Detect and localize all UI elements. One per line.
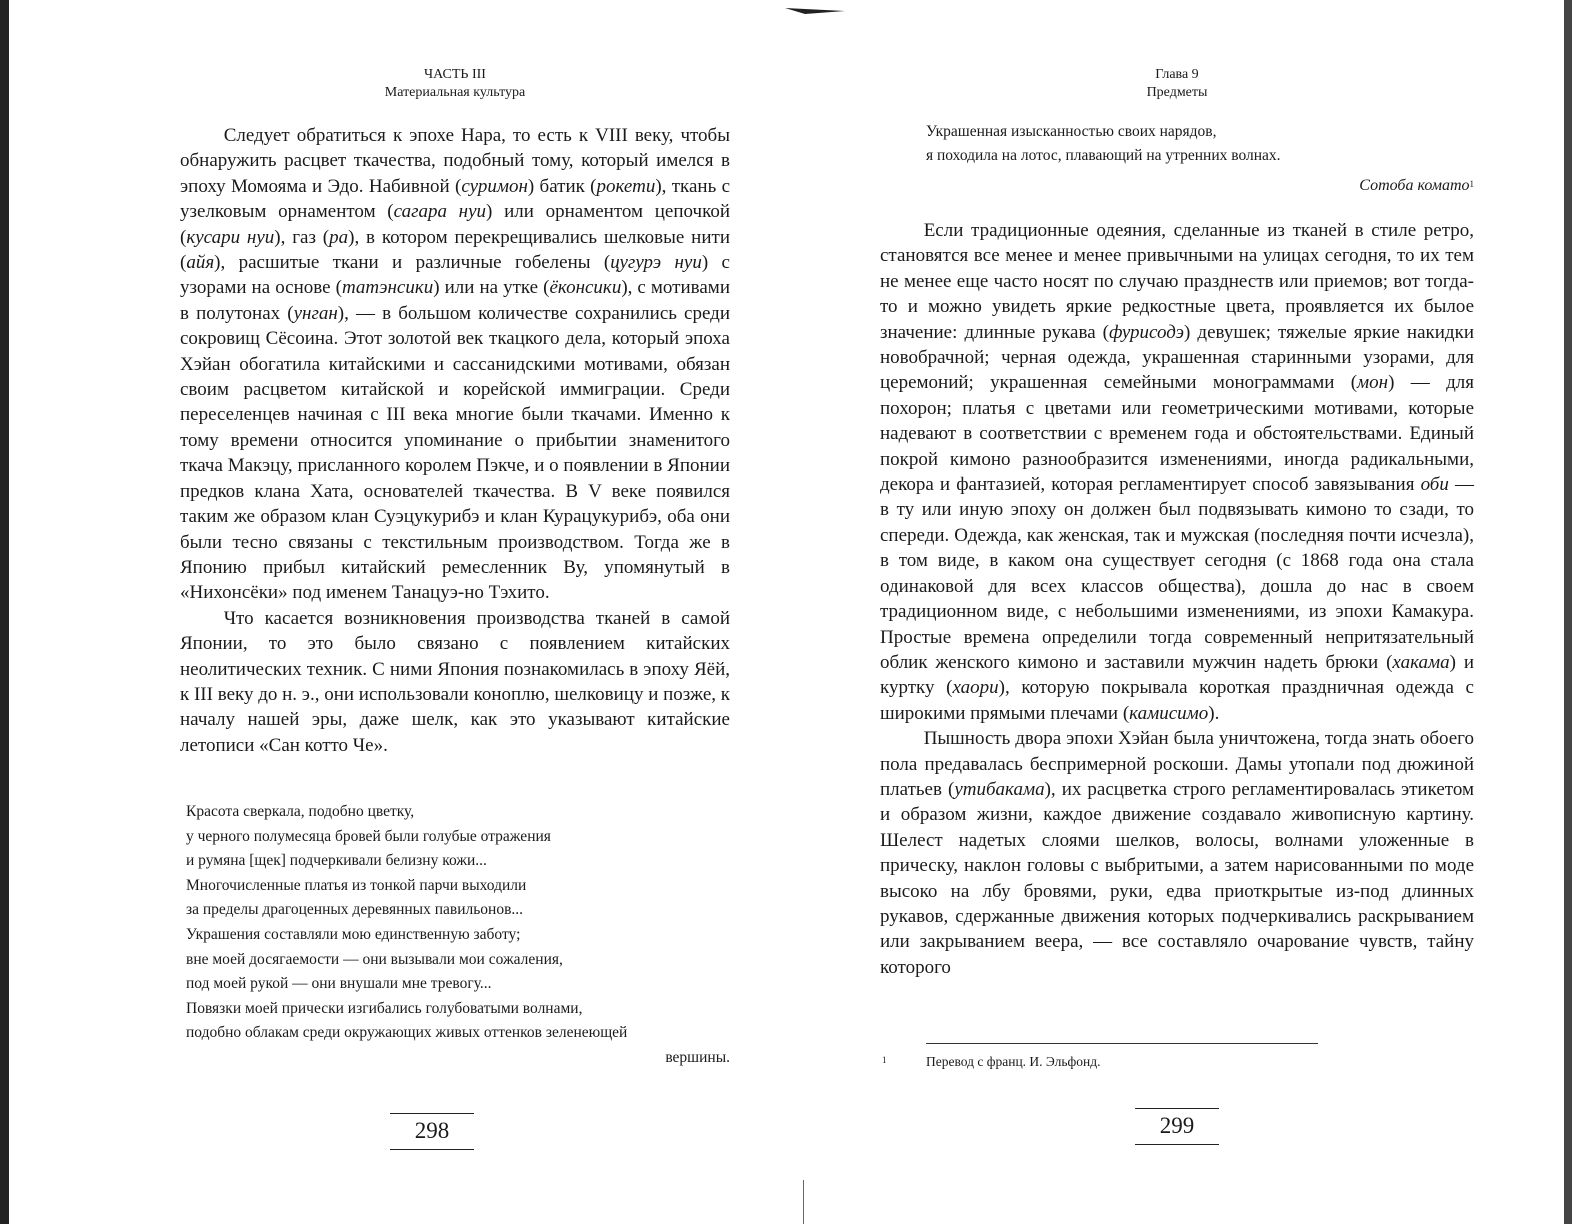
- page-number-left: 298: [390, 1118, 474, 1144]
- body-paragraph: Что касается возникновения производства тканей в самой Японии, то это было связано с появлением китайских неолитических техник. С ними Япония познакомилась в эпоху Яёй, к III веку до н. э., они использовали коноплю, шелковицу и позже, к началу нашей эры, даже шелк, как это указывают китайские летописи «Сан котто Че».: [180, 607, 731, 756]
- poem-line: Украшения составляли мою единственную заботу;: [186, 925, 521, 943]
- running-head-left: [180, 66, 730, 102]
- footnote-marker: 1: [1469, 179, 1474, 189]
- poem-line: и румяна [щек] подчеркивали белизну кожи...: [186, 852, 487, 870]
- running-head-right: [880, 66, 1474, 102]
- footnote-text: Перевод с франц. И. Эльфонд.: [926, 1054, 1101, 1069]
- poem-line: Многочисленные платья из тонкой парчи выходили: [186, 876, 527, 894]
- body-paragraph: Пышность двора эпохи Хэйан была уничтожена, тогда знать обоего пола предавалась беспримерной роскоши. Дамы утопали под дюжиной платьев (утибакама), их расцветка строго регламентировалась этикетом и образом жизни, каждое движение создавало живописную картину. Шелест надетых слоями шелков, волосы, волнами уложенные в прическу, наклон головы с выбритыми, а затем нарисованными по моде высоко на лбу бровями, руки, едва приоткрытые из-под длинных рукавов, сдержанные движения которых подчеркивались раскрыванием или закрыванием веера, — все составляло очарование чувств, тайну которого: [880, 728, 1474, 978]
- poem: [186, 800, 730, 1071]
- poem-line: у черного полумесяца бровей были голубые отражения: [186, 827, 551, 845]
- chapter-label: Глава 9: [1155, 67, 1199, 82]
- poem-line: Красота сверкала, подобно цветку,: [186, 803, 415, 820]
- gutter-mark: [785, 6, 845, 18]
- poem-line: под моей рукой — они внушали мне тревогу...: [186, 975, 492, 993]
- body-paragraph: Если традиционные одеяния, сделанные из тканей в стиле ретро, становятся все менее и менее привычными на улицах сегодня, то их тем не менее еще часто носят по случаю празднеств или приемов; вот тогда-то и можно увидеть яркие редкостные цвета, проявляется их былое значение: длинные рукава (фурисодэ) девушек; тяжелые яркие накидки новобрачной; черная одежда, украшенная старинными узорами, для церемоний; украшенная семейными монограммами (мон) — для похорон; платья с цветами или геометрическими мотивами, которые надевают в соответствии с временем года и обстоятельствами. Единый покрой кимоно разнообразится изменениями, иногда радикальными, декора и фантазией, которая регламентирует способ завязывания оби — в ту или иную эпоху он должен был подвязывать кимоно то сзади, то спереди. Одежда, как женская, так и мужская (последняя почти исчезла), в том виде, в каком она существует сегодня (с 1868 года она стала одинаковой для всех классов общества), дошла до нас в своем традиционном виде, с небольшими изменениями, из эпохи Камакура. Простые времена определили тогда современный непритязательный облик женского кимоно и заставили мужчин надеть брюки (хакама) и куртку (хаори), которую покрывала короткая праздничная одежда с широкими прямыми плечами (камисимо).: [880, 220, 1474, 724]
- left-body-text: [180, 123, 730, 758]
- footnote-rule: [926, 1043, 1318, 1044]
- page-number-right: 299: [1135, 1113, 1219, 1139]
- poem-line: подобно облакам среди окружающих живых оттенков зеленеющей: [186, 1024, 628, 1042]
- left-page: [180, 0, 730, 1224]
- book-edge-right: [1564, 0, 1572, 1224]
- part-label: ЧАСТЬ III: [424, 67, 486, 82]
- epigraph-line: Украшенная изысканностью своих нарядов,: [926, 123, 1217, 140]
- right-body-text: [880, 218, 1474, 980]
- poem-line: вне моей досягаемости — они вызывали мои сожаления,: [186, 950, 563, 968]
- gutter-line: [803, 1180, 804, 1224]
- right-page: [880, 0, 1474, 1224]
- body-paragraph: Следует обратиться к эпохе Нара, то есть к VIII веку, чтобы обнаружить расцвет ткачества, подобный тому, который имелся в эпоху Момояма и Эдо. Набивной (суримон) батик (рокети), ткань с узелковым орнаментом (сагара нуи) или орнаментом цепочкой (кусари нуи), газ (ра), в котором перекрещивались шелковые нити (айя), расшитые ткани и различные гобелены (цугурэ нуи) с узорами на основе (татэнсики) или на утке (ёконсики), с мотивами в полутонах (унган), — в большом количестве сохранились среди сокровищ Сёсоина. Этот золотой век ткацкого дела, который эпоха Хэйан обогатила китайскими и сассанидскими мотивами, обязан своим расцветом китайской и корейской иммиграции. Среди переселенцев начиная с III века многие были ткачами. Именно к тому времени относится упоминание о прибытии знаменитого ткача Макэцу, присланного королем Пэкче, и о появлении в Японии предков клана Хата, основателей ткачества. В V веке появился таким же образом клан Суэцукурибэ и клан Курацукурибэ, оба они были тесно связаны с текстильным производством. Тогда же в Японию прибыл китайский ремесленник Ву, упомянутый в «Нихонсёки» под именем Танацуэ-но Тэхито.: [180, 125, 731, 604]
- epigraph: [926, 120, 1474, 198]
- poem-line: Повязки моей прически изгибались голубоватыми волнами,: [186, 999, 583, 1017]
- epigraph-line: я походила на лотос, плавающий на утренних волнах.: [926, 147, 1281, 164]
- book-edge-left: [0, 0, 9, 1224]
- poem-line: за пределы драгоценных деревянных павильонов...: [186, 901, 524, 919]
- part-title: Материальная культура: [384, 85, 526, 100]
- poem-line: вершины.: [665, 1048, 730, 1066]
- footnote-number: 1: [882, 1055, 887, 1065]
- chapter-title: Предметы: [1146, 85, 1208, 100]
- epigraph-attribution: Сотоба комато$^1$: [1359, 177, 1474, 194]
